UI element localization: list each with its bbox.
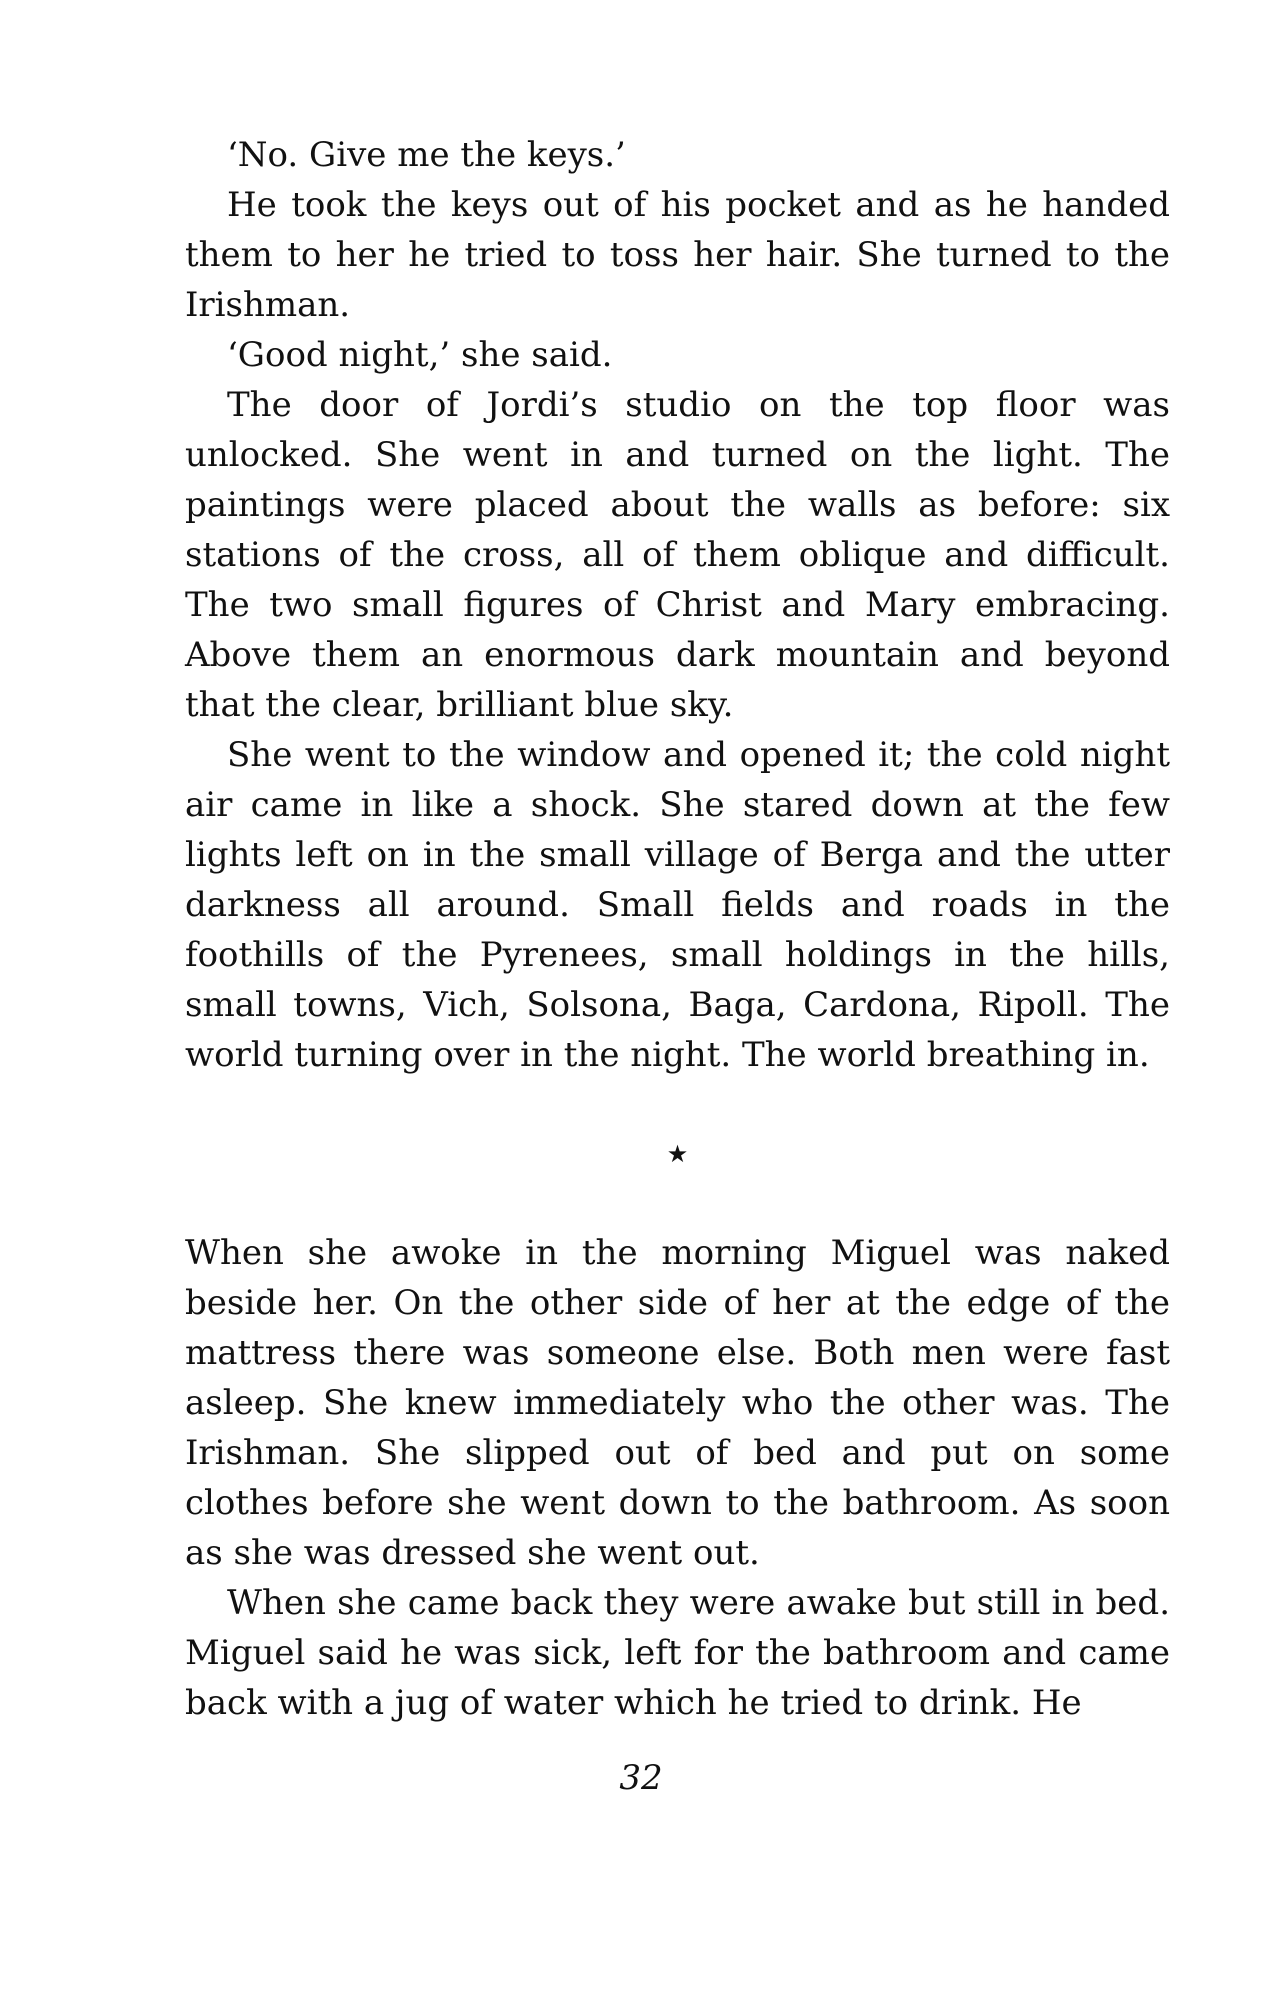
paragraph-4: The door of Jordi’s studio on the top floor was unlocked. She went in and turned on the light. The paintings were placed about the walls as before: six stations of the cross, all of them oblique and difficult. The two small figures of Christ and Mary embracing. Above them an enormous dark mountain and beyond that the clear, brilliant blue sky.: [185, 385, 1170, 725]
paragraph-1: ‘No. Give me the keys.’: [227, 135, 626, 175]
paragraph-5: She went to the window and opened it; the cold night air came in like a shock. She stared down at the few lights left on in the small village of Berga and the utter darkness all around. Small fields and roads in the foothills of the Pyrenees, small holdings in the hills, small towns, Vich, Solsona, Baga, Cardona, Ripoll. The world turning over in the night. The world breathing in.: [185, 735, 1170, 1075]
body-text: [185, 130, 1170, 1728]
paragraph-6: When she awoke in the morning Miguel was naked beside her. On the other side of her at the edge of the mattress there was someone else. Both men were fast asleep. She knew immediately who the other was. The Irishman. She slipped out of bed and put on some clothes before she went down to the bathroom. As soon as she was dressed she went out.: [185, 1233, 1170, 1573]
paragraph-3: ‘Good night,’ she said.: [227, 335, 613, 375]
paragraph-7: When she came back they were awake but still in bed. Miguel said he was sick, left for the bathroom and came back with a jug of water which he tried to drink. He: [185, 1583, 1170, 1723]
page-number: 32: [619, 1758, 663, 1798]
section-break-star: ★: [666, 1140, 689, 1168]
paragraph-2: He took the keys out of his pocket and as he handed them to her he tried to toss her hair. She turned to the Irishman.: [185, 185, 1170, 325]
